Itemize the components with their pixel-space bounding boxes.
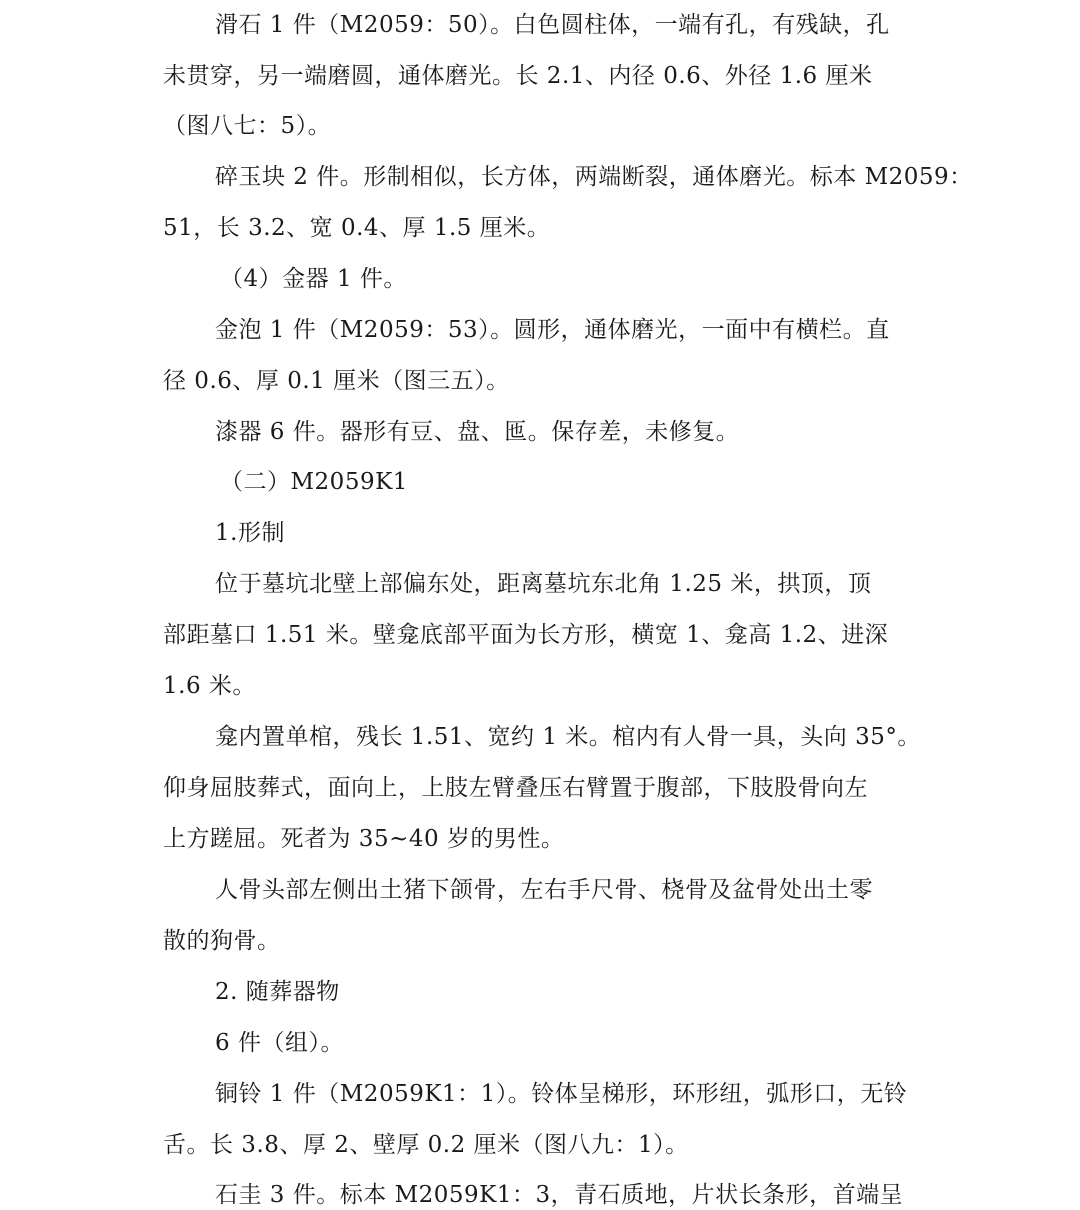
subsection-heading: 1.形制	[215, 520, 285, 546]
text-line: 51，长 3.2、宽 0.4、厚 1.5 厘米。	[163, 215, 551, 241]
text-line: 6 件（组）。	[215, 1030, 344, 1056]
text-line: 碎玉块 2 件。形制相似，长方体，两端断裂，通体磨光。标本 M2059：	[215, 164, 973, 190]
text-line: 位于墓坑北壁上部偏东处，距离墓坑东北角 1.25 米，拱顶，顶	[215, 571, 872, 597]
text-line: 龛内置单棺，残长 1.51、宽约 1 米。棺内有人骨一具，头向 35°。	[215, 724, 921, 750]
text-line: 人骨头部左侧出土猪下颌骨，左右手尺骨、桡骨及盆骨处出土零	[215, 877, 873, 903]
text-line: 金泡 1 件（M2059：53）。圆形，通体磨光，一面中有横栏。直	[215, 317, 890, 343]
text-line: 石圭 3 件。标本 M2059K1：3，青石质地，片状长条形，首端呈	[215, 1182, 904, 1208]
text-line: 1.6 米。	[163, 673, 256, 699]
text-line: 舌。长 3.8、厚 2、壁厚 0.2 厘米（图八九：1）。	[163, 1132, 689, 1158]
text-line: 上方蹉屈。死者为 35~40 岁的男性。	[163, 826, 565, 852]
section-heading: （二）M2059K1	[220, 469, 408, 495]
text-line: 铜铃 1 件（M2059K1：1）。铃体呈梯形，环形纽，弧形口，无铃	[215, 1081, 908, 1107]
text-line: 滑石 1 件（M2059：50）。白色圆柱体，一端有孔，有残缺，孔	[215, 12, 890, 38]
text-line: 未贯穿，另一端磨圆，通体磨光。长 2.1、内径 0.6、外径 1.6 厘米	[163, 63, 873, 89]
text-line: 仰身屈肢葬式，面向上，上肢左臂叠压右臂置于腹部，下肢股骨向左	[163, 775, 868, 801]
subsection-heading: 2. 随葬器物	[215, 979, 340, 1005]
text-line: 部距墓口 1.51 米。壁龛底部平面为长方形，横宽 1、龛高 1.2、进深	[163, 622, 889, 648]
text-line: （图八七：5）。	[163, 113, 332, 139]
section-heading: （4）金器 1 件。	[220, 266, 407, 292]
text-line: 漆器 6 件。器形有豆、盘、匜。保存差，未修复。	[215, 419, 740, 445]
text-line: 散的狗骨。	[163, 928, 281, 954]
text-line: 径 0.6、厚 0.1 厘米（图三五）。	[163, 368, 510, 394]
